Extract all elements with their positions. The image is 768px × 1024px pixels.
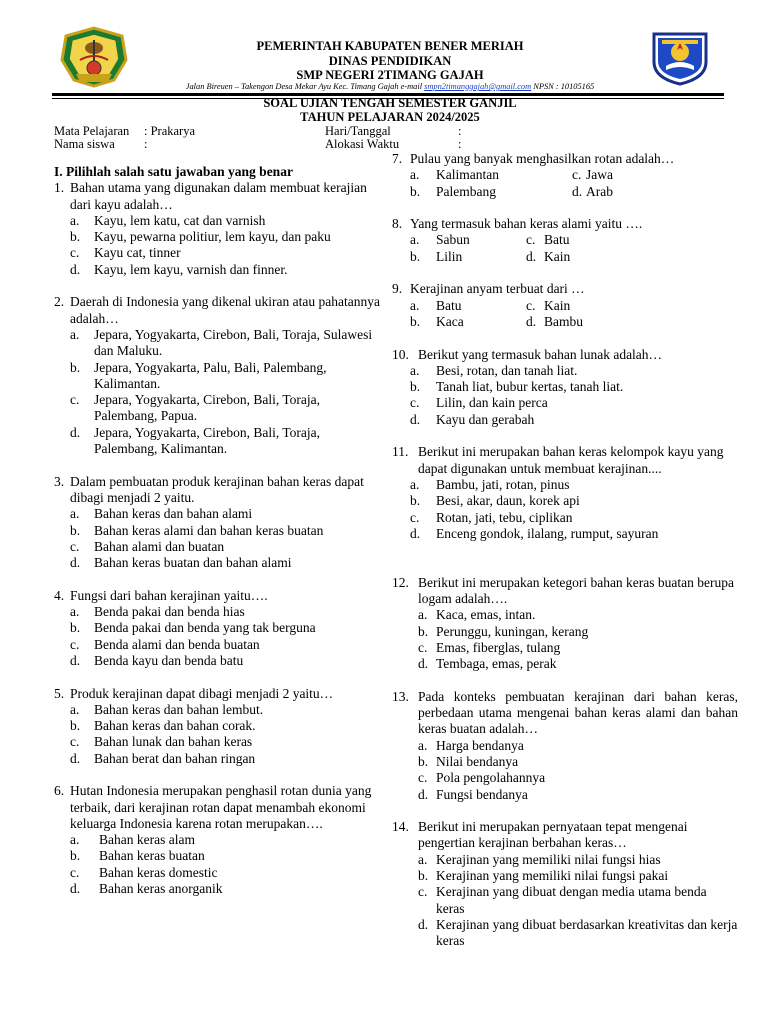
subject-label: Mata Pelajaran [54, 124, 130, 138]
option-text[interactable]: Bahan keras dan bahan corak. [94, 718, 256, 734]
question-number: 2. [54, 294, 65, 310]
option-letter: a. [70, 212, 80, 228]
question-number: 11. [392, 444, 409, 460]
option-letter: d. [526, 248, 537, 264]
time-allocation-label: Alokasi Waktu [325, 137, 400, 151]
question-number: 12. [392, 574, 409, 590]
option-letter: b. [70, 848, 81, 864]
option-text[interactable]: Lilin, dan kain perca [436, 395, 548, 411]
question-text: Fungsi dari bahan kerajinan yaitu…. [70, 587, 268, 603]
question-1 [54, 180, 384, 278]
exam-year: TAHUN PELAJARAN 2024/2025 [300, 110, 480, 124]
question-number: 7. [392, 151, 403, 166]
option-letter: b. [70, 229, 81, 245]
address-suffix: NPSN : 10105165 [531, 82, 595, 91]
option-text[interactable]: Kayu dan gerabah [436, 411, 535, 427]
question-number: 8. [392, 216, 403, 232]
option-letter: a. [410, 362, 420, 378]
option-letter: c. [410, 509, 420, 525]
address-prefix: Jalan Bireuen – Takengon Desa Mekar Ayu Kec. Timang Gajah e-mail [185, 82, 425, 91]
question-text: Berikut ini merupakan bahan keras kelompok kayu yang dapat digunakan untuk membuat kerajinan.... [418, 444, 724, 476]
subject-value: : Prakarya [144, 124, 196, 138]
option-text[interactable]: Batu [544, 232, 570, 248]
option-letter: a. [418, 737, 428, 753]
question-5 [54, 686, 384, 767]
option-text[interactable]: Arab [586, 183, 613, 199]
option-text[interactable]: Kerajinan yang dibuat berdasarkan kreativitas dan kerja keras [436, 916, 738, 949]
question-number: 1. [54, 180, 65, 196]
option-letter: a. [418, 607, 428, 623]
option-text[interactable]: Pola pengolahannya [436, 770, 546, 786]
option-letter: c. [70, 538, 80, 554]
option-text[interactable]: Bahan keras dan bahan lembut. [94, 701, 264, 717]
option-text[interactable]: Bambu [544, 313, 583, 329]
question-text: Pulau yang banyak menghasilkan rotan adalah… [410, 151, 675, 166]
option-letter: c. [70, 864, 80, 880]
option-letter: c. [410, 395, 420, 411]
option-text[interactable]: Fungsi bendanya [436, 786, 528, 802]
option-text[interactable]: Bahan keras alam [99, 832, 195, 848]
question-text: Berikut yang termasuk bahan lunak adalah… [418, 346, 663, 362]
question-8 [392, 216, 738, 265]
option-letter: d. [70, 555, 81, 571]
option-text[interactable]: Bahan keras domestic [99, 864, 218, 880]
question-text: Pada konteks pembuatan kerajinan dari bahan keras, perbedaan utama mengenai bahan keras alami dan bahan keras buatan adalah… [418, 688, 738, 737]
option-text[interactable]: Jepara, Yogyakarta, Cirebon, Bali, Toraja, Palembang, Kalimantan. [94, 424, 320, 457]
question-text: Dalam pembuatan produk kerajinan bahan keras dapat dibagi menjadi 2 yaitu. [70, 473, 364, 505]
government-title: PEMERINTAH KABUPATEN BENER MERIAH [256, 39, 524, 53]
section-instruction: I. Pilihlah salah satu jawaban yang benar [54, 164, 293, 179]
option-text[interactable]: Rotan, jati, tebu, ciplikan [436, 509, 573, 525]
option-text[interactable]: Kerajinan yang memiliki nilai fungsi hias [436, 851, 661, 867]
option-text[interactable]: Nilai bendanya [436, 753, 519, 769]
question-7 [392, 151, 738, 200]
option-text[interactable]: Bahan keras buatan [99, 848, 205, 864]
option-text[interactable]: Kayu, lem katu, cat dan varnish [94, 212, 266, 228]
question-text: Berikut ini merupakan ketegori bahan keras buatan berupa logam adalah…. [418, 574, 735, 607]
option-text[interactable]: Kayu cat, tinner [94, 245, 181, 261]
question-4 [54, 588, 384, 669]
option-letter: a. [70, 506, 80, 522]
option-text[interactable]: Kaca [436, 313, 464, 329]
option-text[interactable]: Tanah liat, bubur kertas, tanah liat. [436, 379, 624, 395]
option-letter: a. [410, 297, 420, 313]
option-text[interactable]: Perunggu, kuningan, kerang [436, 623, 589, 639]
option-letter: d. [418, 786, 429, 802]
question-3 [54, 474, 384, 572]
option-letter: d. [70, 750, 81, 766]
questions-column-left [54, 164, 384, 914]
question-text: Berikut ini merupakan pernyataan tepat mengenai pengertian kerajinan berbahan keras… [418, 819, 688, 851]
school-title: SMP NEGERI 2TIMANG GAJAH [296, 68, 484, 82]
option-letter: a. [70, 701, 80, 717]
question-text: Produk kerajinan dapat dibagi menjadi 2 yaitu… [70, 685, 334, 701]
question-number: 14. [392, 819, 409, 835]
option-text[interactable]: Lilin [436, 248, 463, 264]
question-text: Yang termasuk bahan keras alami yaitu …. [410, 216, 643, 232]
exam-title: SOAL UJIAN TENGAH SEMESTER GANJIL [263, 96, 517, 110]
option-text[interactable]: Bahan alami dan buatan [94, 538, 225, 554]
question-11 [392, 444, 738, 542]
question-number: 6. [54, 783, 65, 799]
option-letter: b. [410, 493, 421, 509]
date-label: Hari/Tanggal [325, 124, 391, 138]
option-letter: d. [70, 652, 81, 668]
option-text[interactable]: Bahan berat dan bahan ringan [94, 750, 256, 766]
option-letter: c. [418, 639, 428, 655]
question-number: 9. [392, 281, 403, 297]
option-text[interactable]: Bahan keras alami dan bahan keras buatan [94, 522, 324, 538]
question-14 [392, 819, 738, 949]
option-text[interactable]: Bahan keras buatan dan bahan alami [94, 555, 292, 571]
option-text[interactable]: Jepara, Yogyakarta, Cirebon, Bali, Toraja, Sulawesi dan Maluku. [94, 326, 373, 359]
option-letter: c. [70, 734, 80, 750]
option-text[interactable]: Kayu, pewarna politiur, lem kayu, dan paku [94, 229, 331, 245]
email-link[interactable]: smpn2timanggajah@gmail.com [424, 82, 532, 91]
option-letter: d. [70, 261, 81, 277]
option-letter: b. [410, 379, 421, 395]
question-13 [392, 689, 738, 803]
option-letter: b. [70, 718, 81, 734]
option-letter: b. [410, 313, 421, 329]
student-name-label: Nama siswa [54, 137, 115, 151]
option-letter: d. [526, 313, 537, 329]
option-letter: b. [418, 623, 429, 639]
option-text[interactable]: Bahan keras anorganik [99, 881, 223, 897]
option-text[interactable]: Jepara, Yogyakarta, Cirebon, Bali, Toraja, Palembang, Papua. [94, 392, 320, 424]
department-title: DINAS PENDIDIKAN [328, 54, 452, 68]
option-text[interactable]: Bahan lunak dan bahan keras [94, 734, 253, 750]
option-text[interactable]: Kaca, emas, intan. [436, 607, 536, 623]
option-text[interactable]: Besi, rotan, dan tanah liat. [436, 362, 578, 378]
student-name-value: : [144, 137, 148, 151]
option-text[interactable]: Tembaga, emas, perak [436, 656, 557, 672]
question-number: 5. [54, 685, 65, 701]
option-text[interactable]: Palembang [436, 183, 496, 199]
date-value: : [458, 124, 462, 138]
option-letter: c. [572, 167, 582, 183]
option-letter: d. [572, 183, 583, 199]
option-letter: b. [410, 248, 421, 264]
option-text[interactable]: Emas, fiberglas, tulang [436, 639, 561, 655]
option-letter: c. [70, 636, 80, 652]
option-letter: a. [410, 476, 420, 492]
option-text[interactable]: Batu [436, 297, 462, 313]
school-address [110, 82, 670, 92]
option-letter: b. [410, 183, 421, 199]
option-letter: c. [70, 392, 80, 408]
option-text[interactable]: Besi, akar, daun, korek api [436, 493, 580, 509]
question-text: Daerah di Indonesia yang dikenal ukiran atau pahatannya adalah… [70, 294, 380, 326]
option-text[interactable]: Bahan keras dan bahan alami [94, 506, 253, 522]
option-letter: c. [70, 245, 80, 261]
option-letter: a. [418, 851, 428, 867]
option-text[interactable]: Enceng gondok, ilalang, rumput, sayuran [436, 525, 659, 541]
option-letter: b. [70, 620, 81, 636]
option-letter: a. [70, 604, 80, 620]
question-number: 3. [54, 473, 65, 489]
question-text: Hutan Indonesia merupakan penghasil rotan dunia yang terbaik, dari kerajinan rotan dapat menambah ekonomi keluarga Indonesia karena rotan merupakan…. [70, 783, 372, 831]
option-letter: b. [70, 359, 81, 375]
question-text: Kerajinan anyam terbuat dari … [410, 281, 585, 297]
time-allocation-value: : [458, 137, 462, 151]
question-number: 10. [392, 346, 409, 362]
option-text[interactable]: Benda pakai dan benda yang tak berguna [94, 620, 316, 636]
option-letter: a. [70, 326, 80, 342]
option-letter: a. [410, 167, 420, 183]
option-letter: b. [418, 868, 429, 884]
option-text[interactable]: Bambu, jati, rotan, pinus [436, 476, 570, 492]
option-letter: a. [70, 832, 80, 848]
question-number: 13. [392, 688, 409, 704]
question-6 [54, 783, 384, 897]
question-9 [392, 281, 738, 330]
option-letter: d. [418, 916, 429, 932]
option-text[interactable]: Jawa [586, 167, 613, 183]
option-text[interactable]: Jepara, Yogyakarta, Palu, Bali, Palembang, Kalimantan. [94, 359, 327, 391]
questions-column-right [392, 151, 738, 966]
question-number: 4. [54, 587, 65, 603]
option-letter: d. [410, 411, 421, 427]
question-text: Bahan utama yang digunakan dalam membuat kerajian dari kayu adalah… [70, 180, 367, 212]
option-text[interactable]: Kerajinan yang memiliki nilai fungsi pakai [436, 868, 669, 884]
option-letter: c. [526, 232, 536, 248]
option-letter: b. [418, 753, 429, 769]
option-text[interactable]: Kerajinan yang dibuat dengan media utama benda keras [436, 884, 707, 916]
option-letter: b. [70, 522, 81, 538]
option-letter: d. [410, 525, 421, 541]
option-text[interactable]: Benda pakai dan benda hias [94, 604, 245, 620]
option-letter: c. [418, 884, 428, 900]
option-text[interactable]: Kalimantan [436, 167, 499, 183]
option-text[interactable]: Harga bendanya [436, 737, 524, 753]
option-text[interactable]: Benda kayu dan benda batu [94, 652, 244, 668]
question-12 [392, 575, 738, 673]
regency-emblem-icon [58, 26, 130, 88]
option-letter: a. [410, 232, 420, 248]
question-10 [392, 347, 738, 428]
option-text[interactable]: Sabun [436, 232, 470, 248]
option-letter: d. [418, 656, 429, 672]
option-text[interactable]: Benda alami dan benda buatan [94, 636, 260, 652]
option-letter: c. [418, 770, 428, 786]
option-letter: d. [70, 881, 81, 897]
option-letter: d. [70, 424, 81, 440]
option-text[interactable]: Kayu, lem kayu, varnish dan finner. [94, 261, 288, 277]
school-emblem-icon [648, 28, 712, 86]
option-text[interactable]: Kain [544, 248, 571, 264]
question-2 [54, 294, 384, 457]
option-letter: c. [526, 297, 536, 313]
option-text[interactable]: Kain [544, 297, 571, 313]
